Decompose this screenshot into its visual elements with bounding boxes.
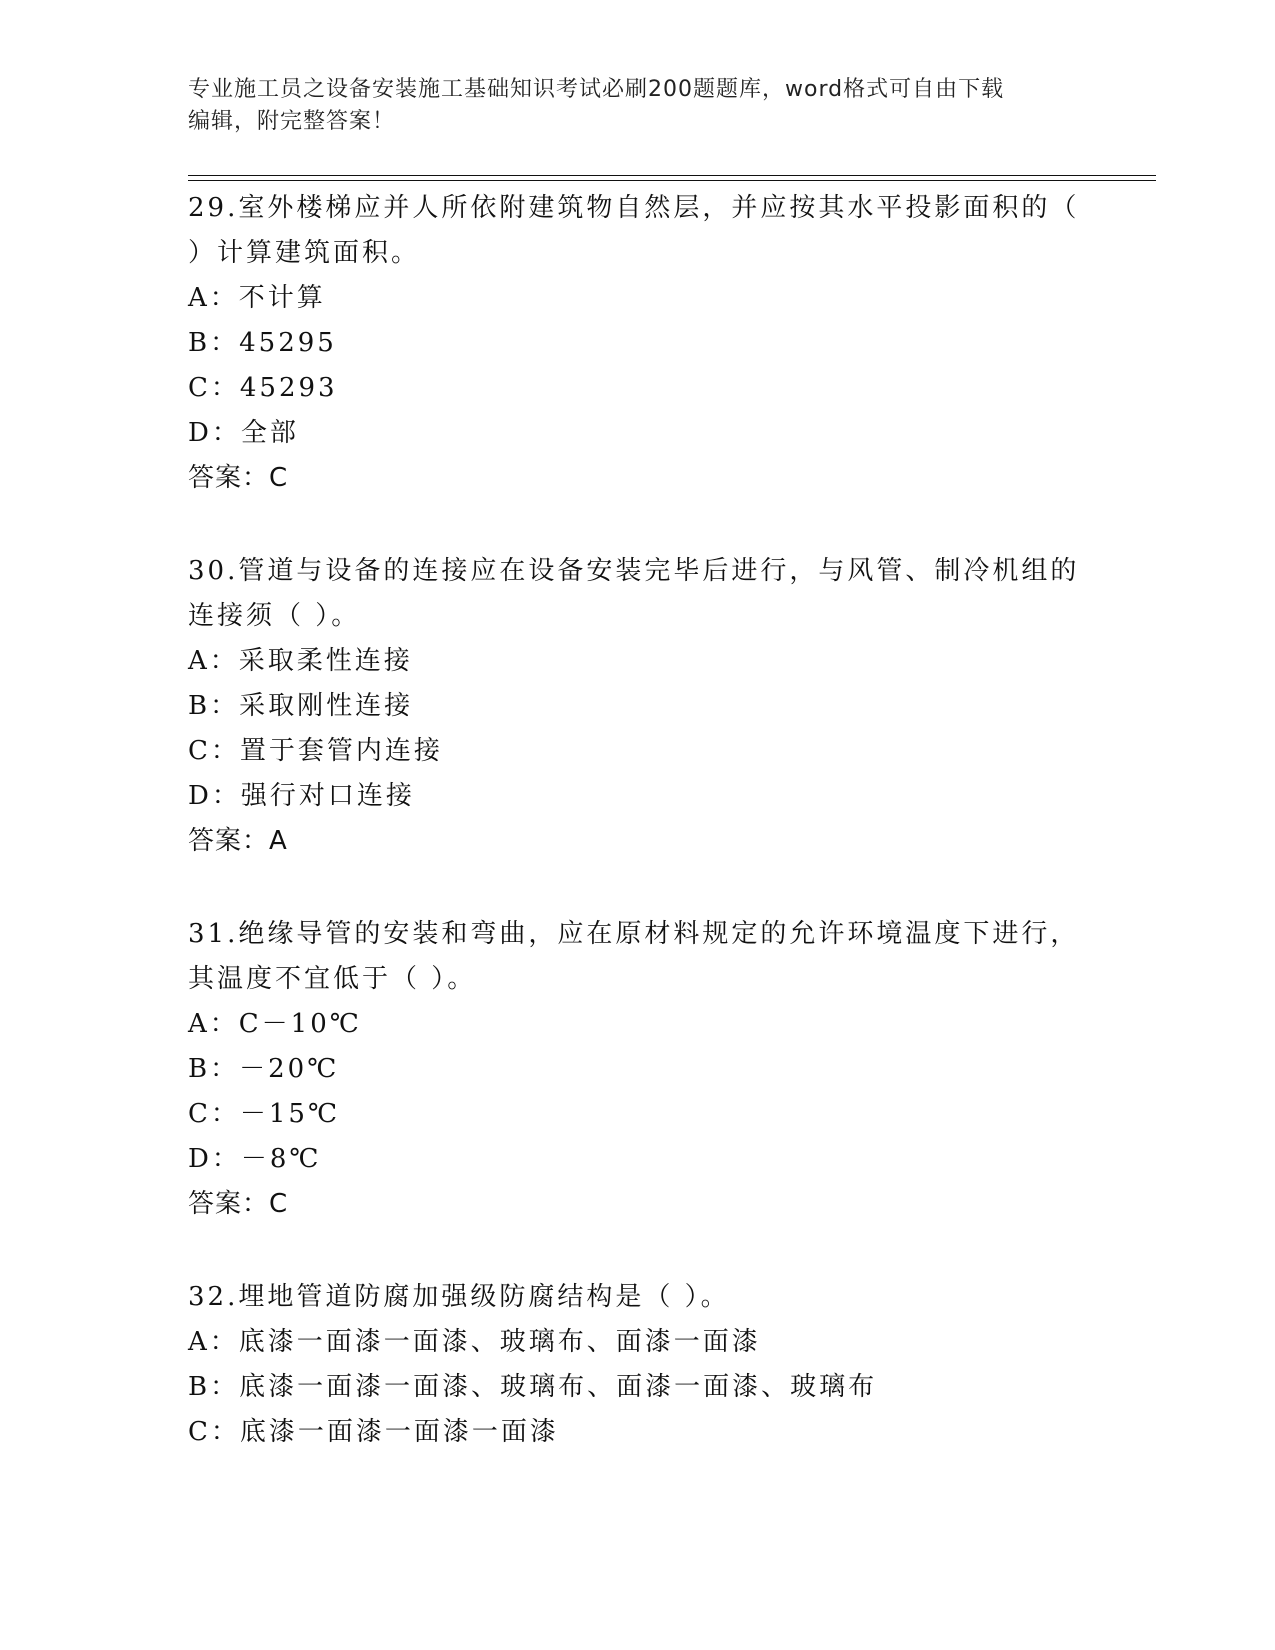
option-c: C：－15℃ (188, 1099, 341, 1129)
header-divider-bottom (188, 180, 1156, 181)
question-30 (188, 549, 1148, 864)
question-stem: 32.埋地管道防腐加强级防腐结构是（ ）。 (188, 1282, 730, 1312)
option-a: A：采取柔性连接 (188, 646, 413, 676)
option-d: D：－8℃ (188, 1144, 322, 1174)
option-a: A：不计算 (188, 283, 326, 313)
option-b: B：采取刚性连接 (188, 691, 414, 721)
option-b: B：45295 (188, 328, 337, 358)
question-29 (188, 186, 1148, 501)
question-32 (188, 1275, 1148, 1455)
header-line-1: 专业施工员之设备安装施工基础知识考试必刷200题题库，word格式可自由下载 (188, 77, 1005, 102)
question-list (188, 186, 1148, 1455)
question-stem-continued: ）计算建筑面积。 (188, 238, 421, 268)
header-divider-top (188, 175, 1156, 176)
question-stem: 31.绝缘导管的安装和弯曲，应在原材料规定的允许环境温度下进行， (188, 919, 1080, 949)
answer: 答案：C (188, 1189, 289, 1219)
option-c: C：底漆一面漆一面漆一面漆 (188, 1417, 559, 1447)
option-d: D：全部 (188, 418, 299, 448)
option-a: A：底漆一面漆一面漆、玻璃布、面漆一面漆 (188, 1327, 761, 1357)
option-b: B：－20℃ (188, 1054, 340, 1084)
answer: 答案：A (188, 826, 288, 856)
option-c: C：置于套管内连接 (188, 736, 443, 766)
option-d: D：强行对口连接 (188, 781, 415, 811)
question-stem: 30.管道与设备的连接应在设备安装完毕后进行，与风管、制冷机组的 (188, 556, 1080, 586)
option-c: C：45293 (188, 373, 338, 403)
question-stem-continued: 其温度不宜低于（ ）。 (188, 964, 477, 994)
question-stem-continued: 连接须（ ）。 (188, 601, 361, 631)
question-31 (188, 912, 1148, 1227)
question-gap (188, 1227, 1148, 1275)
option-b: B：底漆一面漆一面漆、玻璃布、面漆一面漆、玻璃布 (188, 1372, 878, 1402)
document-header (188, 74, 1088, 138)
option-a: A：C－10℃ (188, 1009, 362, 1039)
header-line-2: 编辑，附完整答案！ (188, 109, 396, 134)
answer: 答案：C (188, 463, 289, 493)
question-gap (188, 864, 1148, 912)
question-gap (188, 501, 1148, 549)
question-stem: 29.室外楼梯应并人所依附建筑物自然层，并应按其水平投影面积的（ (188, 193, 1080, 223)
